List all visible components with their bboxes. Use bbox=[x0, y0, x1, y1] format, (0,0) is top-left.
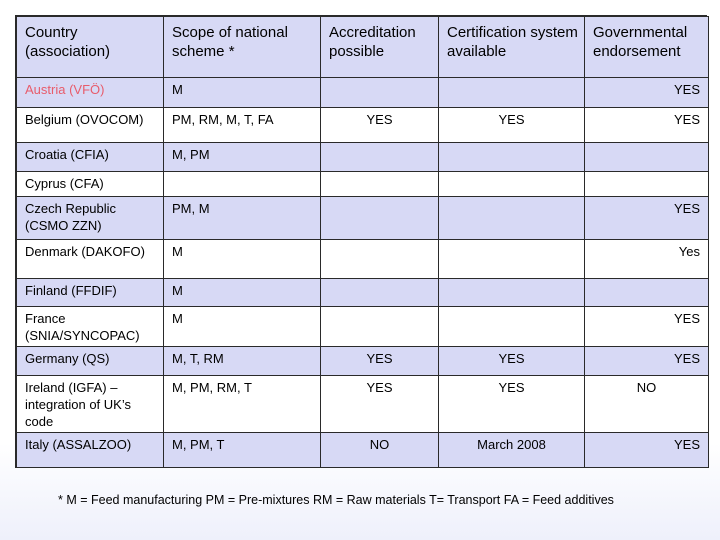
cell-country: Italy (ASSALZOO) bbox=[17, 433, 164, 468]
table-row bbox=[17, 433, 709, 468]
cell-country: Croatia (CFIA) bbox=[17, 143, 164, 172]
cell-endorsement: YES bbox=[585, 108, 709, 143]
table-row bbox=[17, 376, 709, 433]
cell-scope: PM, RM, M, T, FA bbox=[164, 108, 321, 143]
cell-country: Ireland (IGFA) – integration of UK’s code bbox=[17, 376, 164, 433]
cell-country: Cyprus (CFA) bbox=[17, 172, 164, 197]
table-row bbox=[17, 240, 709, 279]
cell-scope: M bbox=[164, 279, 321, 307]
cell-endorsement: Yes bbox=[585, 240, 709, 279]
cell-endorsement: NO bbox=[585, 376, 709, 433]
cell-country: Germany (QS) bbox=[17, 347, 164, 376]
cell-certification bbox=[439, 143, 585, 172]
cell-country: Finland (FFDIF) bbox=[17, 279, 164, 307]
cell-certification: March 2008 bbox=[439, 433, 585, 468]
feed-scheme-table-container bbox=[15, 15, 707, 468]
cell-accreditation bbox=[321, 307, 439, 347]
table-row bbox=[17, 108, 709, 143]
cell-accreditation bbox=[321, 279, 439, 307]
cell-certification: YES bbox=[439, 347, 585, 376]
cell-accreditation bbox=[321, 78, 439, 108]
cell-accreditation bbox=[321, 240, 439, 279]
cell-certification bbox=[439, 279, 585, 307]
cell-endorsement: YES bbox=[585, 197, 709, 240]
cell-country: Czech Republic (CSMO ZZN) bbox=[17, 197, 164, 240]
table-row bbox=[17, 307, 709, 347]
cell-endorsement: YES bbox=[585, 78, 709, 108]
header-endorsement: Governmental endorsement bbox=[585, 17, 709, 78]
cell-certification bbox=[439, 307, 585, 347]
header-scope: Scope of national scheme * bbox=[164, 17, 321, 78]
cell-accreditation: YES bbox=[321, 376, 439, 433]
cell-scope: PM, M bbox=[164, 197, 321, 240]
cell-endorsement bbox=[585, 172, 709, 197]
cell-scope: M, PM, RM, T bbox=[164, 376, 321, 433]
cell-certification bbox=[439, 197, 585, 240]
cell-certification bbox=[439, 78, 585, 108]
cell-country: Austria (VFÖ) bbox=[17, 78, 164, 108]
cell-endorsement bbox=[585, 143, 709, 172]
cell-scope: M, PM bbox=[164, 143, 321, 172]
footnote: * M = Feed manufacturing PM = Pre-mixtures RM = Raw materials T= Transport FA = Feed additives bbox=[58, 493, 614, 507]
cell-accreditation bbox=[321, 197, 439, 240]
cell-endorsement: YES bbox=[585, 433, 709, 468]
table-row bbox=[17, 347, 709, 376]
table-row bbox=[17, 172, 709, 197]
cell-certification: YES bbox=[439, 108, 585, 143]
cell-scope bbox=[164, 172, 321, 197]
cell-certification: YES bbox=[439, 376, 585, 433]
header-country: Country (association) bbox=[17, 17, 164, 78]
cell-endorsement: YES bbox=[585, 347, 709, 376]
header-accreditation: Accreditation possible bbox=[321, 17, 439, 78]
table-row bbox=[17, 143, 709, 172]
cell-scope: M, T, RM bbox=[164, 347, 321, 376]
cell-accreditation: NO bbox=[321, 433, 439, 468]
cell-endorsement bbox=[585, 279, 709, 307]
header-certification: Certification system available bbox=[439, 17, 585, 78]
cell-endorsement: YES bbox=[585, 307, 709, 347]
cell-accreditation: YES bbox=[321, 347, 439, 376]
cell-certification bbox=[439, 172, 585, 197]
cell-country: France (SNIA/SYNCOPAC) bbox=[17, 307, 164, 347]
feed-scheme-table bbox=[16, 16, 709, 468]
cell-scope: M bbox=[164, 78, 321, 108]
table-row bbox=[17, 279, 709, 307]
cell-country: Denmark (DAKOFO) bbox=[17, 240, 164, 279]
cell-accreditation: YES bbox=[321, 108, 439, 143]
cell-scope: M, PM, T bbox=[164, 433, 321, 468]
table-row bbox=[17, 197, 709, 240]
cell-country: Belgium (OVOCOM) bbox=[17, 108, 164, 143]
cell-accreditation bbox=[321, 143, 439, 172]
table-row bbox=[17, 78, 709, 108]
cell-scope: M bbox=[164, 307, 321, 347]
table-header-row bbox=[17, 17, 709, 78]
cell-scope: M bbox=[164, 240, 321, 279]
cell-accreditation bbox=[321, 172, 439, 197]
cell-certification bbox=[439, 240, 585, 279]
